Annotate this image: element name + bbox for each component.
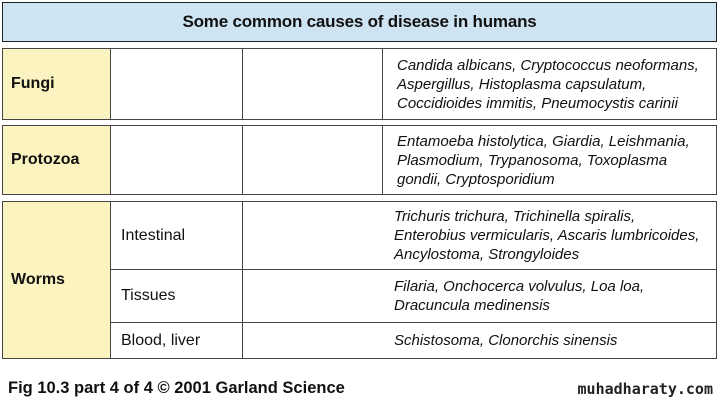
table-row bbox=[3, 323, 717, 359]
fungi-section bbox=[2, 48, 717, 120]
organism-list-fungi: Candida albicans, Cryptococcus neoformans, Aspergillus, Histoplasma capsulatum, Coccidioides immitis, Pneumocystis carinii bbox=[383, 49, 717, 120]
empty-cell bbox=[243, 49, 383, 120]
table-row bbox=[3, 126, 717, 195]
worms-section bbox=[2, 201, 717, 359]
organism-list-tissues: Filaria, Onchocerca volvulus, Loa loa, Dracuncula medinensis bbox=[243, 270, 717, 323]
subcategory-cell-empty bbox=[111, 126, 243, 195]
group-label-fungi: Fungi bbox=[3, 49, 111, 120]
figure-caption: Fig 10.3 part 4 of 4 © 2001 Garland Science bbox=[8, 379, 345, 397]
table-row bbox=[3, 202, 717, 270]
subcategory-intestinal: Intestinal bbox=[111, 202, 243, 270]
table-row bbox=[3, 270, 717, 323]
empty-cell bbox=[243, 126, 383, 195]
subcategory-blood-liver: Blood, liver bbox=[111, 323, 243, 359]
group-label-protozoa: Protozoa bbox=[3, 126, 111, 195]
organism-list-intestinal: Trichuris trichura, Trichinella spiralis, Enterobius vermicularis, Ascaris lumbricoides, Ancylostoma, Strongyloides bbox=[243, 202, 717, 270]
organism-list-blood-liver: Schistosoma, Clonorchis sinensis bbox=[243, 323, 717, 359]
watermark: muhadharaty.com bbox=[577, 380, 713, 398]
protozoa-section bbox=[2, 125, 717, 195]
table-row bbox=[3, 49, 717, 120]
organism-list-protozoa: Entamoeba histolytica, Giardia, Leishmania, Plasmodium, Trypanosoma, Toxoplasma gondii, Cryptosporidium bbox=[383, 126, 717, 195]
group-label-worms: Worms bbox=[3, 202, 111, 359]
table-title: Some common causes of disease in humans bbox=[2, 2, 717, 42]
subcategory-cell-empty bbox=[111, 49, 243, 120]
subcategory-tissues: Tissues bbox=[111, 270, 243, 323]
